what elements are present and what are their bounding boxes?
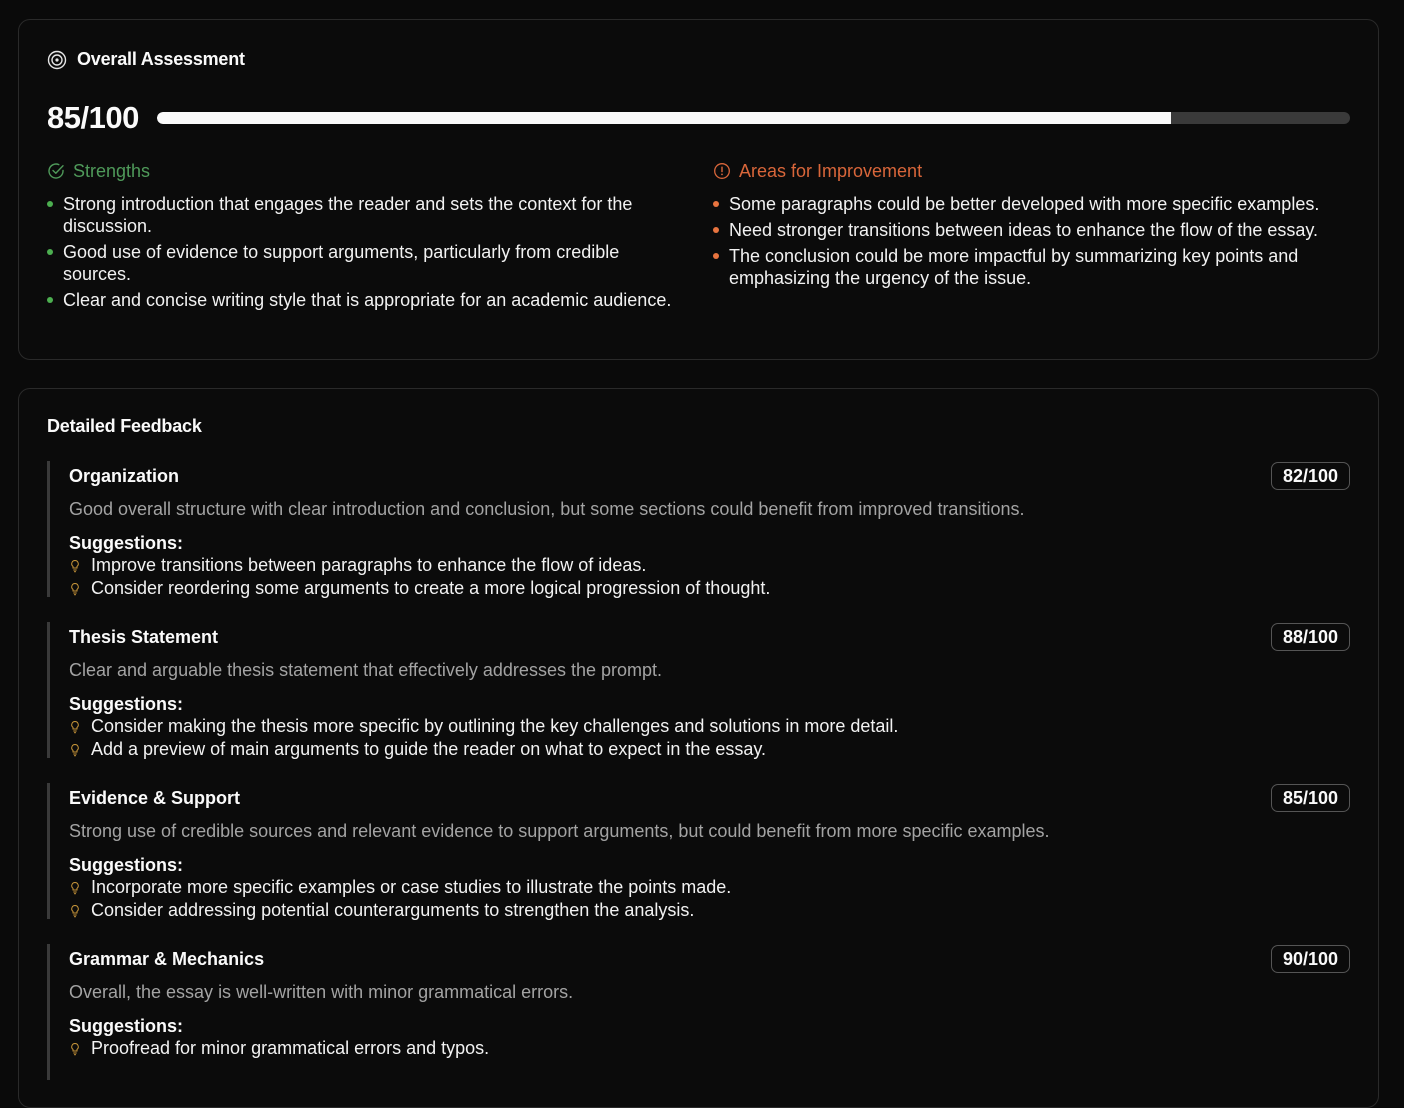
overall-assessment-title: Overall Assessment bbox=[77, 49, 245, 69]
suggestion-text: Consider making the thesis more specific by outlining the key challenges and solutions in more detail. bbox=[91, 716, 899, 736]
lightbulb-icon bbox=[69, 743, 81, 757]
suggestions-list bbox=[69, 876, 1350, 922]
suggestion-text: Consider addressing potential counterarguments to strengthen the analysis. bbox=[91, 900, 695, 920]
lightbulb-icon bbox=[69, 881, 81, 895]
section-header bbox=[69, 784, 1350, 812]
overall-progress-fill bbox=[157, 112, 1171, 124]
overall-assessment-card bbox=[18, 19, 1379, 360]
improvement-column bbox=[713, 160, 1353, 293]
score-badge: 90/100 bbox=[1271, 945, 1350, 973]
list-item bbox=[69, 554, 1350, 577]
list-item bbox=[713, 219, 1353, 241]
suggestion-text: Consider reordering some arguments to create a more logical progression of thought. bbox=[91, 578, 771, 598]
feedback-section-evidence bbox=[47, 783, 1350, 919]
feedback-section-grammar bbox=[47, 944, 1350, 1080]
score-badge: 82/100 bbox=[1271, 462, 1350, 490]
suggestion-text: Improve transitions between paragraphs to enhance the flow of ideas. bbox=[91, 555, 647, 575]
suggestions-list bbox=[69, 715, 1350, 761]
bullet-dot bbox=[713, 253, 719, 259]
alert-circle-icon bbox=[713, 162, 731, 180]
score-badge: 85/100 bbox=[1271, 784, 1350, 812]
section-title: Grammar & Mechanics bbox=[69, 948, 265, 969]
section-header bbox=[69, 462, 1350, 490]
list-item bbox=[69, 577, 1350, 600]
lightbulb-icon bbox=[69, 559, 81, 573]
list-item bbox=[69, 1037, 1350, 1060]
list-item bbox=[69, 899, 1350, 922]
section-title: Evidence & Support bbox=[69, 787, 241, 808]
improvement-text: Need stronger transitions between ideas to enhance the flow of the essay. bbox=[729, 220, 1319, 240]
suggestions-list bbox=[69, 1037, 1350, 1060]
section-header bbox=[69, 623, 1350, 651]
lightbulb-icon bbox=[69, 1042, 81, 1056]
strengths-heading-label: Strengths bbox=[73, 160, 151, 181]
strength-text: Clear and concise writing style that is appropriate for an academic audience. bbox=[63, 290, 672, 310]
overall-progress-bar bbox=[157, 112, 1350, 124]
section-header bbox=[69, 945, 1350, 973]
bullet-dot bbox=[713, 227, 719, 233]
list-item bbox=[47, 193, 687, 237]
list-item bbox=[47, 289, 687, 311]
detailed-feedback-header bbox=[47, 416, 202, 437]
bullet-dot bbox=[47, 249, 53, 255]
list-item bbox=[713, 245, 1353, 289]
list-item bbox=[69, 876, 1350, 899]
overall-score: 85/100 bbox=[47, 100, 139, 135]
feedback-section-organization bbox=[47, 461, 1350, 597]
improvement-list bbox=[713, 193, 1353, 289]
section-description: Strong use of credible sources and relevant evidence to support arguments, but could benefit from more specific examples. bbox=[69, 821, 1050, 841]
suggestions-label: Suggestions: bbox=[69, 855, 184, 875]
list-item bbox=[69, 738, 1350, 761]
suggestions-label: Suggestions: bbox=[69, 533, 184, 553]
check-circle-icon bbox=[47, 162, 65, 180]
strengths-column bbox=[47, 160, 687, 315]
section-description: Overall, the essay is well-written with minor grammatical errors. bbox=[69, 982, 574, 1002]
suggestions-list bbox=[69, 554, 1350, 600]
suggestions-label: Suggestions: bbox=[69, 694, 184, 714]
section-title: Organization bbox=[69, 465, 180, 486]
lightbulb-icon bbox=[69, 904, 81, 918]
list-item bbox=[713, 193, 1353, 215]
score-badge: 88/100 bbox=[1271, 623, 1350, 651]
list-item bbox=[69, 715, 1350, 738]
list-item bbox=[47, 241, 687, 285]
target-icon bbox=[47, 50, 67, 70]
detailed-feedback-card bbox=[18, 388, 1379, 1108]
detailed-feedback-title: Detailed Feedback bbox=[47, 416, 202, 436]
lightbulb-icon bbox=[69, 720, 81, 734]
bullet-dot bbox=[47, 297, 53, 303]
improvement-heading bbox=[713, 160, 1353, 182]
suggestions-label: Suggestions: bbox=[69, 1016, 184, 1036]
suggestion-text: Add a preview of main arguments to guide the reader on what to expect in the essay. bbox=[91, 739, 767, 759]
overall-score-row bbox=[47, 98, 1350, 138]
feedback-section-thesis bbox=[47, 622, 1350, 758]
strengths-list bbox=[47, 193, 687, 311]
suggestion-text: Proofread for minor grammatical errors and typos. bbox=[91, 1038, 490, 1058]
section-description: Good overall structure with clear introduction and conclusion, but some sections could benefit from improved transitions. bbox=[69, 499, 1025, 519]
overall-assessment-header bbox=[47, 49, 245, 70]
lightbulb-icon bbox=[69, 582, 81, 596]
section-title: Thesis Statement bbox=[69, 626, 219, 647]
strength-text: Good use of evidence to support arguments, particularly from credible sources. bbox=[63, 242, 620, 284]
improvement-heading-label: Areas for Improvement bbox=[739, 160, 923, 181]
improvement-text: Some paragraphs could be better developed with more specific examples. bbox=[729, 194, 1320, 214]
bullet-dot bbox=[47, 201, 53, 207]
section-description: Clear and arguable thesis statement that effectively addresses the prompt. bbox=[69, 660, 662, 680]
improvement-text: The conclusion could be more impactful by summarizing key points and emphasizing the urgency of the issue. bbox=[729, 246, 1299, 288]
strength-text: Strong introduction that engages the reader and sets the context for the discussion. bbox=[63, 194, 633, 236]
strengths-heading bbox=[47, 160, 687, 182]
bullet-dot bbox=[713, 201, 719, 207]
suggestion-text: Incorporate more specific examples or case studies to illustrate the points made. bbox=[91, 877, 732, 897]
